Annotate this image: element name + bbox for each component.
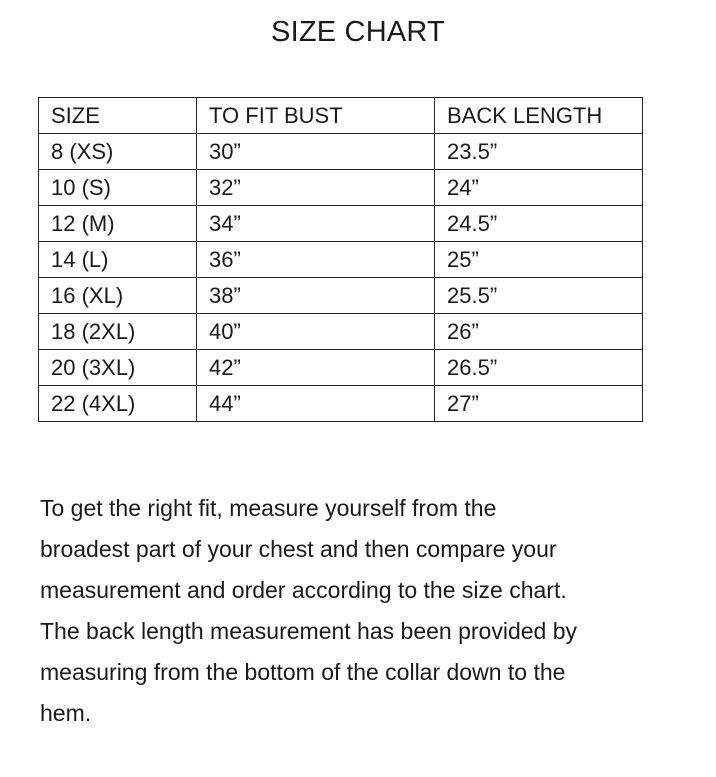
size-chart-table: [38, 97, 643, 422]
instruction-line: broadest part of your chest and then compare your: [40, 536, 557, 562]
bust-cell: 42”: [197, 350, 435, 386]
size-cell: 14 (L): [39, 242, 197, 278]
table-row: [39, 170, 643, 206]
bust-cell: 40”: [197, 314, 435, 350]
back-length-cell: 26.5”: [435, 350, 643, 386]
table-row: [39, 350, 643, 386]
size-cell: 12 (M): [39, 206, 197, 242]
table-row: [39, 314, 643, 350]
bust-cell: 32”: [197, 170, 435, 206]
size-cell: 18 (2XL): [39, 314, 197, 350]
table-row: [39, 386, 643, 422]
bust-cell: 44”: [197, 386, 435, 422]
back-length-cell: 25”: [435, 242, 643, 278]
instruction-line: The back length measurement has been provided by: [40, 618, 577, 644]
instruction-line: hem.: [40, 700, 92, 726]
fit-instructions: [40, 488, 690, 734]
column-header-back-length: BACK LENGTH: [435, 98, 643, 134]
back-length-cell: 24”: [435, 170, 643, 206]
back-length-cell: 27”: [435, 386, 643, 422]
size-cell: 8 (XS): [39, 134, 197, 170]
bust-cell: 34”: [197, 206, 435, 242]
table-row: [39, 206, 643, 242]
size-cell: 10 (S): [39, 170, 197, 206]
page-title: SIZE CHART: [271, 16, 445, 48]
table-row: [39, 242, 643, 278]
size-cell: 20 (3XL): [39, 350, 197, 386]
back-length-cell: 25.5”: [435, 278, 643, 314]
size-cell: 16 (XL): [39, 278, 197, 314]
instruction-line: To get the right fit, measure yourself from the: [40, 495, 497, 521]
table-row: [39, 134, 643, 170]
back-length-cell: 24.5”: [435, 206, 643, 242]
instruction-line: measurement and order according to the size chart.: [40, 577, 567, 603]
back-length-cell: 26”: [435, 314, 643, 350]
size-cell: 22 (4XL): [39, 386, 197, 422]
column-header-bust: TO FIT BUST: [197, 98, 435, 134]
back-length-cell: 23.5”: [435, 134, 643, 170]
bust-cell: 30”: [197, 134, 435, 170]
table-row: [39, 278, 643, 314]
bust-cell: 38”: [197, 278, 435, 314]
bust-cell: 36”: [197, 242, 435, 278]
column-header-size: SIZE: [39, 98, 197, 134]
table-header-row: [39, 98, 643, 134]
instruction-line: measuring from the bottom of the collar down to the: [40, 659, 566, 685]
